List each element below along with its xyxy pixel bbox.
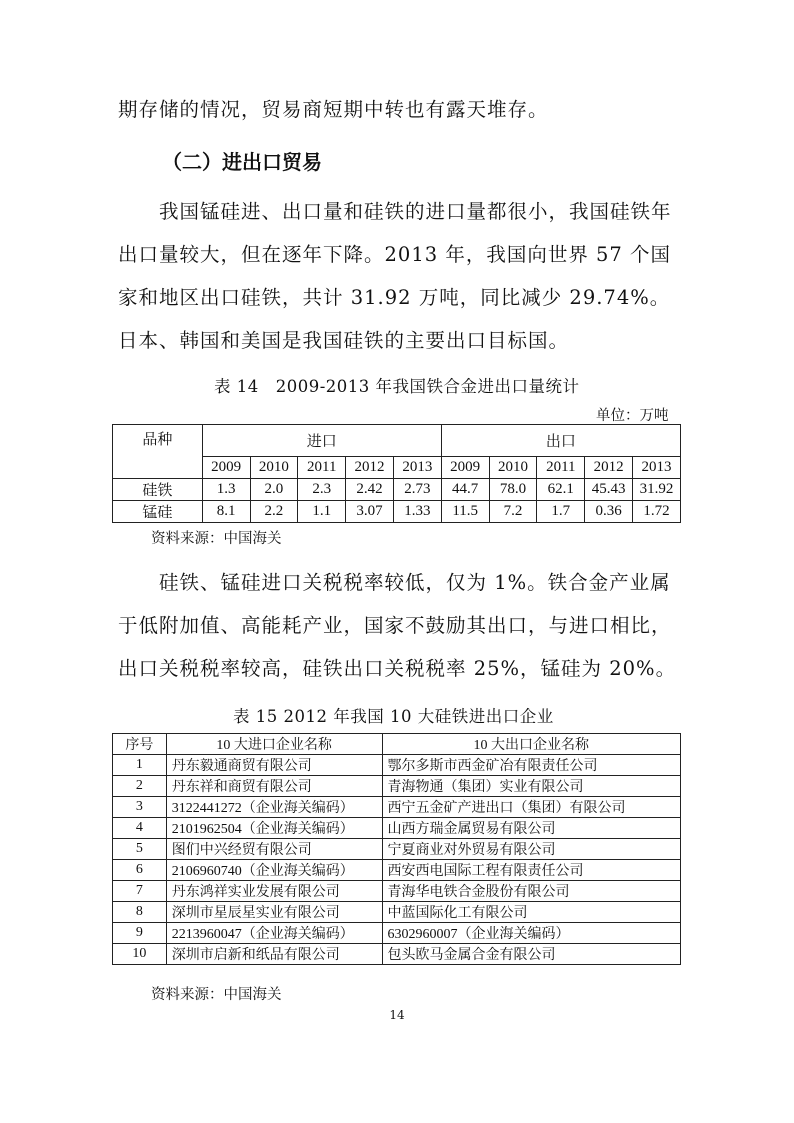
year-header: 2013 bbox=[393, 457, 441, 479]
table14-unit: 单位：万吨 bbox=[596, 408, 669, 424]
row-index: 1 bbox=[113, 755, 167, 776]
table-cell: 2.2 bbox=[250, 501, 298, 523]
table-cell: 31.92 bbox=[633, 479, 681, 501]
table-row bbox=[113, 923, 681, 944]
table-cell: 0.36 bbox=[585, 501, 633, 523]
table-row bbox=[113, 944, 681, 965]
year-header: 2010 bbox=[489, 457, 537, 479]
paragraph-continuation: 期存储的情况，贸易商短期中转也有露天堆存。 bbox=[118, 98, 549, 121]
table-row bbox=[113, 860, 681, 881]
table14-source: 资料来源：中国海关 bbox=[151, 531, 282, 547]
import-enterprise: 2106960740（企业海关编码） bbox=[166, 860, 382, 881]
table-cell: 1.33 bbox=[393, 501, 441, 523]
import-enterprise: 2213960047（企业海关编码） bbox=[166, 923, 382, 944]
table15-header-row bbox=[113, 734, 681, 755]
table-row bbox=[113, 881, 681, 902]
table14-caption: 表 14 2009-2013 年我国铁合金进出口量统计 bbox=[214, 377, 580, 396]
year-header: 2013 bbox=[633, 457, 681, 479]
row-index: 5 bbox=[113, 839, 167, 860]
row-index: 9 bbox=[113, 923, 167, 944]
row-index: 7 bbox=[113, 881, 167, 902]
table-row bbox=[113, 839, 681, 860]
import-enterprise: 深圳市启新和纸品有限公司 bbox=[166, 944, 382, 965]
section-heading: （二）进出口贸易 bbox=[162, 150, 322, 174]
year-header: 2009 bbox=[441, 457, 489, 479]
import-enterprise: 图们中兴经贸有限公司 bbox=[166, 839, 382, 860]
year-header: 2011 bbox=[298, 457, 346, 479]
row-index: 3 bbox=[113, 797, 167, 818]
import-enterprise: 丹东祥和商贸有限公司 bbox=[166, 776, 382, 797]
table-cell: 62.1 bbox=[537, 479, 585, 501]
import-enterprise: 丹东毅通商贸有限公司 bbox=[166, 755, 382, 776]
export-enterprise: 西安西电国际工程有限责任公司 bbox=[382, 860, 681, 881]
paragraph-tariffs: 硅铁、锰硅进口关税税率较低，仅为 1%。铁合金产业属于低附加值、高能耗产业，国家不鼓励其出口，与进口相比，出口关税税率较高，硅铁出口关税税率 25%，锰硅为 20%。 bbox=[118, 571, 677, 680]
paragraph-trade-overview: 我国锰硅进、出口量和硅铁的进口量都很小，我国硅铁年出口量较大，但在逐年下降。2013 年，我国向世界 57 个国家和地区出口硅铁，共计 31.92 万吨，同比减少 29.74%。日本、韩国和美国是我国硅铁的主要出口目标国。 bbox=[118, 200, 672, 352]
export-enterprise: 宁夏商业对外贸易有限公司 bbox=[382, 839, 681, 860]
row-index: 8 bbox=[113, 902, 167, 923]
table-cell: 78.0 bbox=[489, 479, 537, 501]
table-cell: 3.07 bbox=[346, 501, 394, 523]
table-row bbox=[113, 479, 681, 501]
column-header-export: 10 大出口企业名称 bbox=[382, 734, 681, 755]
column-header-index: 序号 bbox=[113, 734, 167, 755]
table14-export-header: 出口 bbox=[441, 425, 680, 457]
row-index: 2 bbox=[113, 776, 167, 797]
year-header: 2009 bbox=[202, 457, 250, 479]
table-cell: 8.1 bbox=[202, 501, 250, 523]
table-row bbox=[113, 501, 681, 523]
year-header: 2012 bbox=[346, 457, 394, 479]
ferroalloy-trade-table bbox=[112, 424, 681, 523]
table-cell: 2.73 bbox=[393, 479, 441, 501]
table-cell: 7.2 bbox=[489, 501, 537, 523]
export-enterprise: 西宁五金矿产进出口（集团）有限公司 bbox=[382, 797, 681, 818]
top-enterprises-table bbox=[112, 733, 681, 965]
row-index: 10 bbox=[113, 944, 167, 965]
year-header: 2012 bbox=[585, 457, 633, 479]
export-enterprise: 6302960007（企业海关编码） bbox=[382, 923, 681, 944]
page-number: 14 bbox=[389, 1008, 405, 1022]
table-cell: 44.7 bbox=[441, 479, 489, 501]
import-enterprise: 3122441272（企业海关编码） bbox=[166, 797, 382, 818]
table-row bbox=[113, 755, 681, 776]
export-enterprise: 青海物通（集团）实业有限公司 bbox=[382, 776, 681, 797]
table-row bbox=[113, 902, 681, 923]
table-cell: 2.42 bbox=[346, 479, 394, 501]
import-enterprise: 2101962504（企业海关编码） bbox=[166, 818, 382, 839]
table14-import-header: 进口 bbox=[202, 425, 441, 457]
import-enterprise: 丹东鸿祥实业发展有限公司 bbox=[166, 881, 382, 902]
export-enterprise: 鄂尔多斯市西金矿冶有限责任公司 bbox=[382, 755, 681, 776]
export-enterprise: 包头欧马金属合金有限公司 bbox=[382, 944, 681, 965]
row-index: 4 bbox=[113, 818, 167, 839]
table-cell: 2.3 bbox=[298, 479, 346, 501]
column-header-import: 10 大进口企业名称 bbox=[166, 734, 382, 755]
row-label: 锰硅 bbox=[113, 501, 203, 523]
table14-corner-header: 品种 bbox=[113, 425, 203, 479]
year-header: 2011 bbox=[537, 457, 585, 479]
table-cell: 1.1 bbox=[298, 501, 346, 523]
table-row bbox=[113, 776, 681, 797]
table-cell: 11.5 bbox=[441, 501, 489, 523]
table-row bbox=[113, 797, 681, 818]
import-enterprise: 深圳市星辰星实业有限公司 bbox=[166, 902, 382, 923]
row-label: 硅铁 bbox=[113, 479, 203, 501]
year-header: 2010 bbox=[250, 457, 298, 479]
table15-caption: 表 15 2012 年我国 10 大硅铁进出口企业 bbox=[233, 707, 554, 726]
export-enterprise: 青海华电铁合金股份有限公司 bbox=[382, 881, 681, 902]
table-cell: 1.7 bbox=[537, 501, 585, 523]
row-index: 6 bbox=[113, 860, 167, 881]
table-cell: 1.72 bbox=[633, 501, 681, 523]
table-cell: 45.43 bbox=[585, 479, 633, 501]
export-enterprise: 中蓝国际化工有限公司 bbox=[382, 902, 681, 923]
table15-source: 资料来源：中国海关 bbox=[151, 987, 282, 1003]
table-cell: 2.0 bbox=[250, 479, 298, 501]
table-row bbox=[113, 818, 681, 839]
export-enterprise: 山西方瑞金属贸易有限公司 bbox=[382, 818, 681, 839]
table-cell: 1.3 bbox=[202, 479, 250, 501]
